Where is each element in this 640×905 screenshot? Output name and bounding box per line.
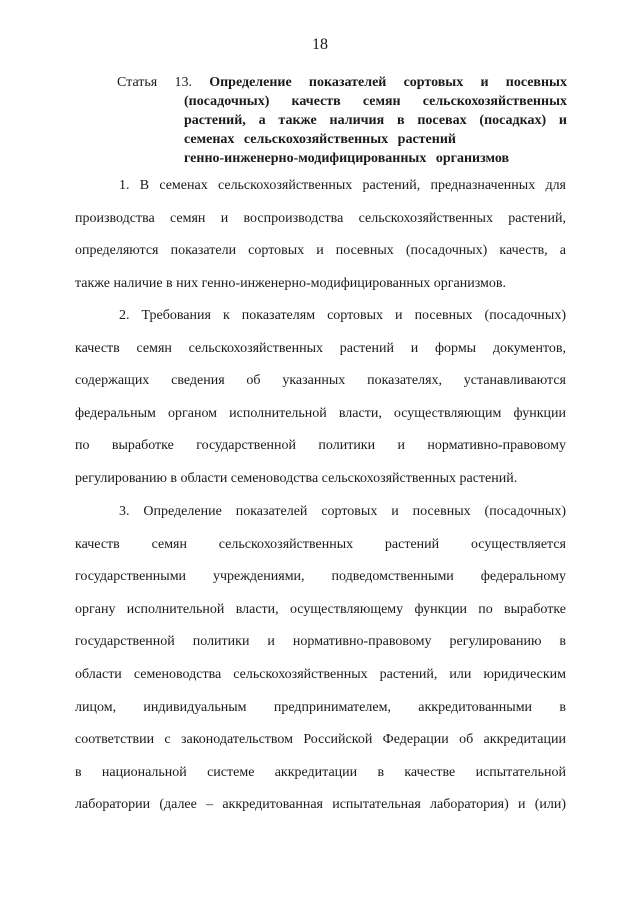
paragraph-line: области семеноводства сельскохозяйственных растений, или юридическим	[75, 666, 566, 682]
paragraph-line: 1. В семенах сельскохозяйственных растений, предназначенных для	[119, 178, 566, 193]
paragraph-line: также наличие в них генно-инженерно-модифицированных организмов.	[75, 275, 507, 291]
paragraph-line: в национальной системе аккредитации в качестве испытательной	[75, 764, 566, 780]
page-number: 18	[312, 36, 328, 53]
paragraph-line: лаборатории (далее – аккредитованная испытательная лаборатория) и (или)	[75, 797, 566, 813]
article-title-line: (посадочных) качеств семян сельскохозяйственных	[184, 94, 567, 109]
article-title-line: семенах сельскохозяйственных растений	[184, 132, 456, 147]
paragraph-line: 3. Определение показателей сортовых и посевных (посадочных)	[119, 504, 566, 519]
paragraph-line: соответствии с законодательством Российской Федерации об аккредитации	[75, 732, 566, 748]
article-title-line: растений, а также наличия в посевах (посадках) и	[184, 113, 567, 128]
article-number: Статья 13.	[117, 75, 192, 90]
paragraph-line: производства семян и воспроизводства сельскохозяйственных растений,	[75, 210, 566, 226]
paragraph-line: регулированию в области семеноводства сельскохозяйственных растений.	[75, 470, 518, 486]
paragraph-line: по выработке государственной политики и нормативно-правовому	[75, 438, 566, 454]
paragraph-line: государственной политики и нормативно-правовому регулированию в	[75, 634, 566, 650]
paragraph-line: качеств семян сельскохозяйственных растений осуществляется	[75, 536, 566, 552]
heading-line	[117, 73, 567, 92]
paragraph-line: определяются показатели сортовых и посевных (посадочных) качеств, а	[75, 243, 566, 259]
paragraph-line: качеств семян сельскохозяйственных растений и формы документов,	[75, 340, 566, 356]
article-title-line: Определение показателей сортовых и посевных	[209, 75, 567, 90]
paragraph-line: федеральным органом исполнительной власти, осуществляющим функции	[75, 405, 566, 421]
paragraph-line: лицом, индивидуальным предпринимателем, аккредитованными в	[75, 699, 566, 715]
paragraph-line: содержащих сведения об указанных показателях, устанавливаются	[75, 373, 566, 389]
paragraph-1	[75, 170, 566, 300]
article-heading	[117, 73, 567, 168]
paragraph-2	[75, 300, 566, 496]
paragraph-line: государственными учреждениями, подведомственными федеральному	[75, 569, 566, 585]
article-title-line: генно-инженерно-модифицированных организмов	[184, 151, 510, 166]
paragraph-line: 2. Требования к показателям сортовых и посевных (посадочных)	[119, 308, 566, 323]
paragraph-line: органу исполнительной власти, осуществляющему функции по выработке	[75, 601, 566, 617]
paragraph-3	[75, 496, 566, 822]
